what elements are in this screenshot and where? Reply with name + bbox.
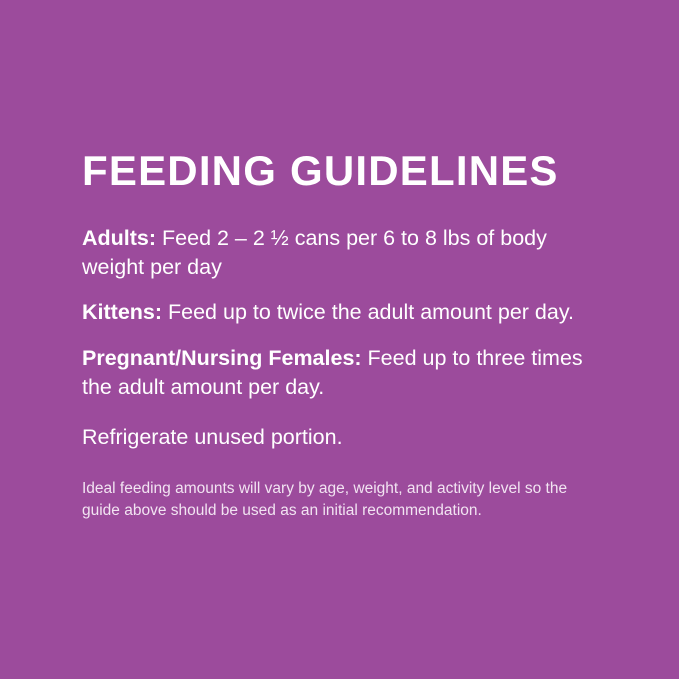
feeding-entry-adults — [82, 224, 599, 281]
feeding-entry-adults-text: Feed 2 – 2 ½ cans per 6 to 8 lbs of body weight per day — [82, 226, 547, 279]
feeding-entry-kittens — [82, 298, 599, 327]
disclaimer-text: Ideal feeding amounts will vary by age, weight, and activity level so the guide above should be used as an initial recommendation. — [82, 479, 568, 520]
feeding-entry-pregnant-nursing-text: Feed up to three times the adult amount per day. — [82, 345, 583, 399]
feeding-entry-pregnant-nursing-label: Pregnant/Nursing Females: — [82, 345, 362, 370]
feeding-entry-kittens-text: Feed up to twice the adult amount per day. — [162, 300, 574, 325]
feeding-entry-kittens-label: Kittens: — [82, 300, 163, 325]
page-title: FEEDING GUIDELINES — [82, 147, 559, 194]
feeding-entry-adults-label: Adults: — [82, 226, 157, 251]
refrigerate-note: Refrigerate unused portion. — [82, 425, 343, 450]
feeding-entry-pregnant-nursing — [82, 344, 599, 401]
